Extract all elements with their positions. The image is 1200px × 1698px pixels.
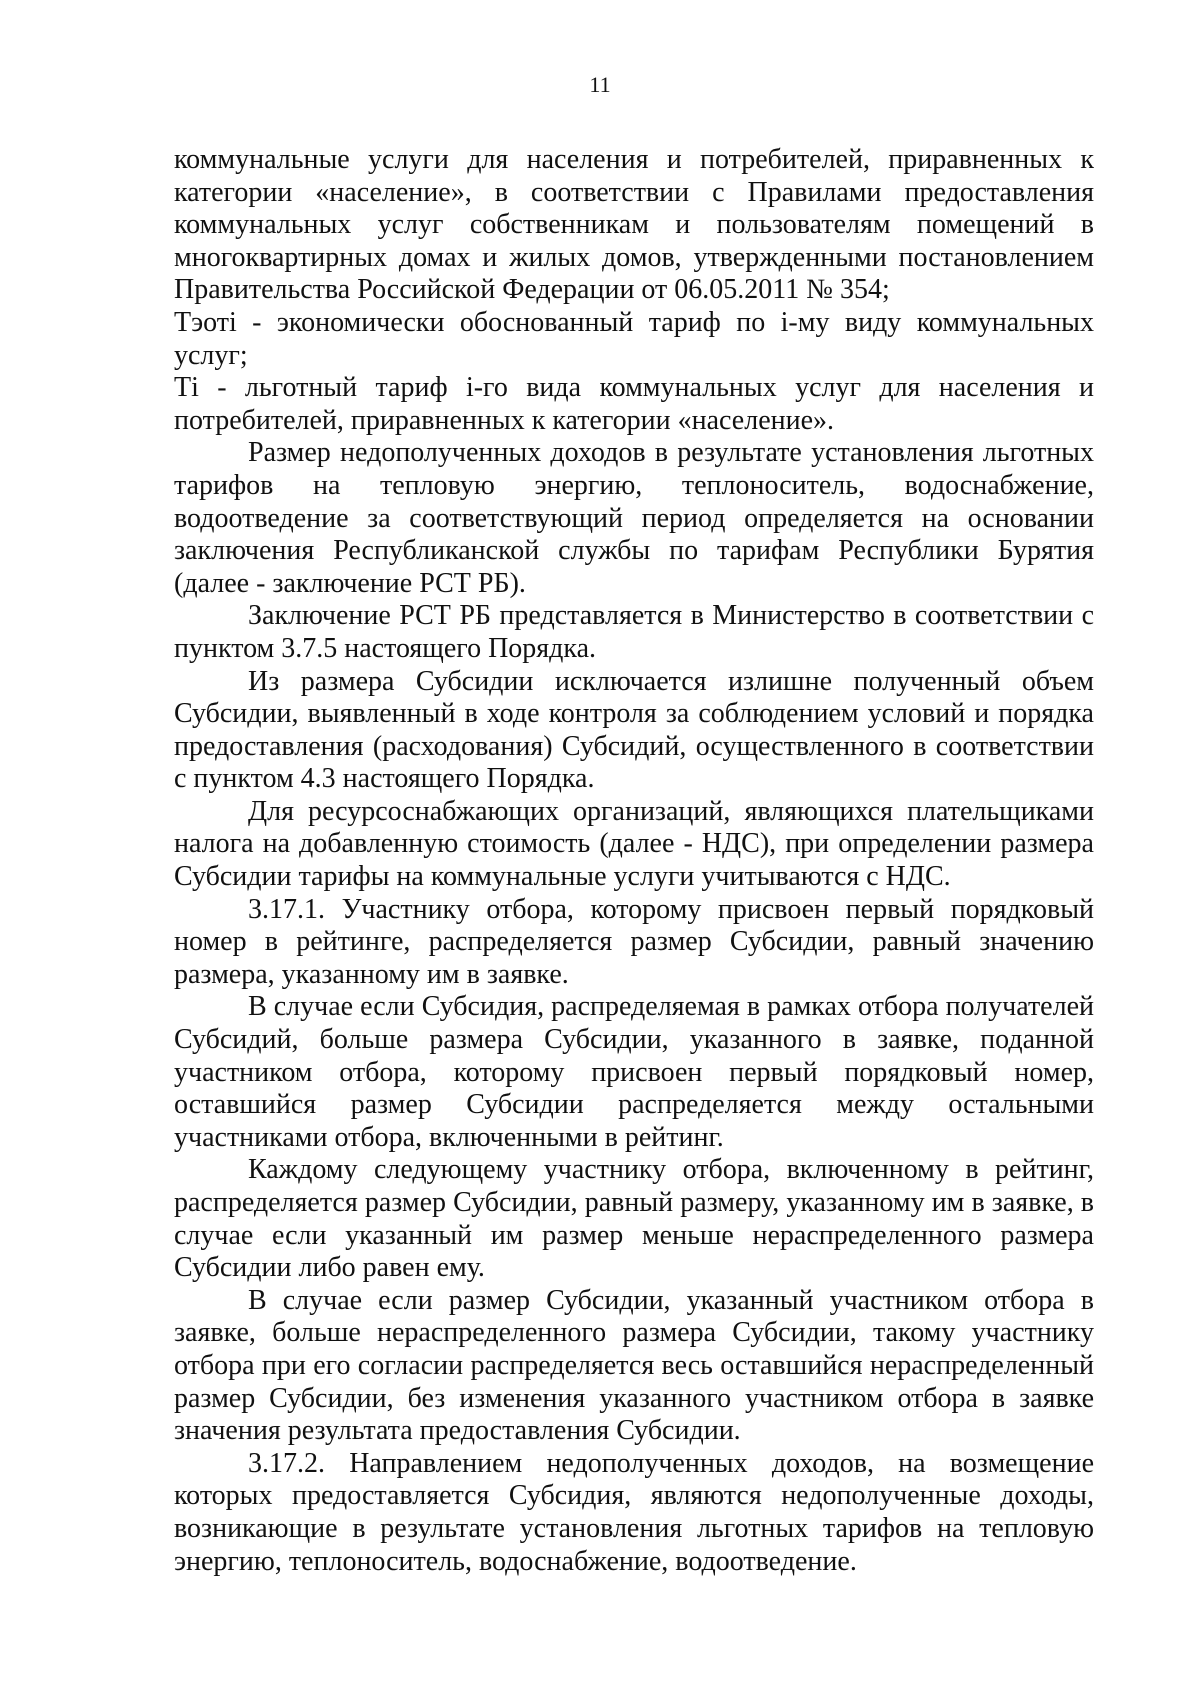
paragraph-excess-subsidy: Из размера Субсидии исключается излишне полученный объем Субсидии, выявленный в ходе контроля за соблюдением условий и порядка предоставления (расходования) Субсидий, осуществленного в соответствии с пунктом 4.3 настоящего Порядка.: [174, 665, 1094, 795]
paragraph-definition-ti: Ті - льготный тариф і-го вида коммунальных услуг для населения и потребителей, приравненных к категории «население».: [174, 372, 1094, 436]
page-number: 11: [589, 72, 611, 97]
paragraph-vat: Для ресурсоснабжающих организаций, являющихся плательщиками налога на добавленную стоимость (далее - НДС), при определении размера Субсидии тарифы на коммунальные услуги учитываются с НДС.: [174, 795, 1094, 893]
paragraph-larger-request: В случае если размер Субсидии, указанный участником отбора в заявке, больше нераспределенного размера Субсидии, такому участнику отбора при его согласии распределяется весь оставшийся нераспределенный размер Субсидии, без изменения указанного участником отбора в заявке значения результата предоставления Субсидии.: [174, 1284, 1094, 1447]
document-body: [174, 144, 1094, 1578]
paragraph-definition-teoti: Тэоті - экономически обоснованный тариф по і-му виду коммунальных услуг;: [174, 306, 1094, 371]
paragraph-next-participant: Каждому следующему участнику отбора, включенному в рейтинг, распределяется размер Субсидии, равный размеру, указанному им в заявке, в случае если указанный им размер меньше нераспределенного размера Субсидии либо равен ему.: [174, 1154, 1094, 1284]
paragraph-lost-income-size: Размер недополученных доходов в результате установления льготных тарифов на тепловую энергию, теплоноситель, водоснабжение, водоотведение за соответствующий период определяется на основании заключения Республиканской службы по тарифам Республики Бурятия (далее - заключение РСТ РБ).: [174, 437, 1094, 599]
paragraph-3-17-2: 3.17.2. Направлением недополученных доходов, на возмещение которых предоставляется Субсидия, являются недополученные доходы, возникающие в результате установления льготных тарифов на тепловую энергию, теплоноситель, водоснабжение, водоотведение.: [174, 1447, 1094, 1577]
paragraph-continuation: коммунальные услуги для населения и потребителей, приравненных к категории «население», в соответствии с Правилами предоставления коммунальных услуг собственникам и пользователям помещений в многоквартирных домах и жилых домов, утвержденными постановлением Правительства Российской Федерации от 06.05.2011 № 354;: [174, 144, 1094, 306]
paragraph-rst-conclusion: Заключение РСТ РБ представляется в Министерство в соответствии с пунктом 3.7.5 настоящего Порядка.: [174, 600, 1094, 664]
paragraph-remaining-subsidy: В случае если Субсидия, распределяемая в рамках отбора получателей Субсидий, больше размера Субсидии, указанного в заявке, поданной участником отбора, которому присвоен первый порядковый номер, оставшийся размер Субсидии распределяется между остальными участниками отбора, включенными в рейтинг.: [174, 991, 1094, 1153]
paragraph-3-17-1: 3.17.1. Участнику отбора, которому присвоен первый порядковый номер в рейтинге, распределяется размер Субсидии, равный значению размера, указанному им в заявке.: [174, 893, 1094, 990]
